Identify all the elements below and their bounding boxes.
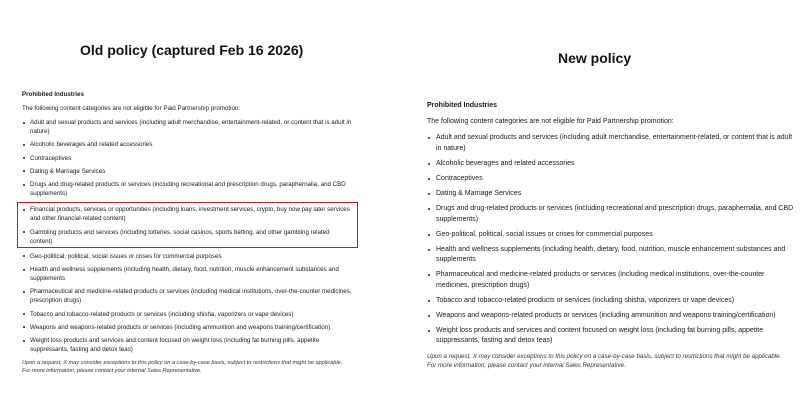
list-item: Drugs and drug-related products or services (including recreational and prescription drugs, paraphernalia, and CBD supplements): [427, 204, 797, 224]
list-item: Pharmaceutical and medicine-related products or services (including medical institutions, over-the-counter medicines, prescription drugs): [427, 270, 797, 290]
list-item: Drugs and drug-related products or services (including recreational and prescription drugs, paraphernalia, and CBD supplements): [22, 180, 352, 198]
prohibited-list-continued: [22, 252, 352, 354]
list-item: Health and wellness supplements (including health, dietary, food, nutrition, muscle enhancement substances and supplements: [22, 265, 352, 283]
list-item: Adult and sexual products and services (including adult merchandise, entertainment-related, or content that is adult in nature): [427, 133, 797, 153]
list-item: Health and wellness supplements (including health, dietary, food, nutrition, muscle enhancement substances and supplements: [427, 245, 797, 265]
footnote-line: Upon a request, X may consider exceptions to this policy on a case-by-case basis, subject to restrictions that might be applicable.: [22, 359, 343, 366]
list-item: Alcoholic beverages and related accessories: [22, 140, 352, 149]
footnote: [22, 359, 352, 375]
footnote-line: For more information, please contact your internal Sales Representative.: [22, 367, 202, 374]
section-title: Prohibited Industries: [427, 102, 498, 109]
intro-text: The following content categories are not eligible for Paid Partnership promotion:: [22, 105, 241, 112]
list-item: Geo-political, political, social issues or crises for commercial purposes: [22, 252, 352, 261]
list-item: Contraceptives: [22, 154, 352, 163]
list-item: Tobacco and tobacco-related products or services (including shisha, vaporizers or vape devices): [427, 296, 797, 306]
footnote-line: Upon a request, X may consider exceptions to this policy on a case-by-case basis, subject to restrictions that might be applicable.: [427, 352, 782, 360]
list-item: Weight loss products and services and content focused on weight loss (including fat burning pills, appetite suppressants, fasting and detox teas): [427, 326, 797, 346]
removed-items-highlight-box: [17, 202, 358, 247]
list-item: Dating & Marriage Services: [427, 189, 797, 199]
list-item: Tobacco and tobacco-related products or services (including shisha, vaporizers or vape devices): [22, 310, 352, 319]
list-item: Dating & Marriage Services: [22, 167, 352, 176]
list-item: Pharmaceutical and medicine-related products or services (including medical institutions, over-the-counter medicines, prescription drugs): [22, 287, 352, 305]
footnote-line: For more information, please contact your internal Sales Representative.: [427, 361, 626, 369]
footnote: [427, 352, 797, 370]
list-item-financial: Financial products, services or opportunities (including loans, investment services, crypto, buy now pay later services and other financial-related content): [22, 205, 353, 223]
new-policy-heading: New policy: [558, 50, 632, 66]
list-item: Geo-political, political, social issues or crises for commercial purposes: [427, 230, 797, 240]
old-policy-document: [22, 90, 352, 375]
list-item: Adult and sexual products and services (including adult merchandise, entertainment-related, or content that is adult in nature): [22, 118, 352, 136]
prohibited-list: [22, 118, 352, 198]
new-policy-document: [427, 101, 797, 370]
section-title: Prohibited Industries: [22, 91, 84, 98]
list-item: Weapons and weapons-related products or services (including ammunition and weapons training/certification): [427, 311, 797, 321]
old-policy-heading: Old policy (captured Feb 16 2026): [80, 42, 304, 58]
list-item: Weight loss products and services and content focused on weight loss (including fat burning pills, appetite suppressants, fasting and detox teas): [22, 336, 352, 354]
prohibited-list: [427, 133, 797, 346]
list-item: Contraceptives: [427, 174, 797, 184]
list-item-gambling: Gambling products and services (including lotteries, social casinos, sports betting, and other gambling related content): [22, 228, 353, 246]
highlighted-list: [22, 205, 353, 245]
intro-text: The following content categories are not eligible for Paid Partnership promotion:: [427, 118, 674, 126]
list-item: Alcoholic beverages and related accessories: [427, 159, 797, 169]
list-item: Weapons and weapons-related products or services (including ammunition and weapons training/certification): [22, 323, 352, 332]
